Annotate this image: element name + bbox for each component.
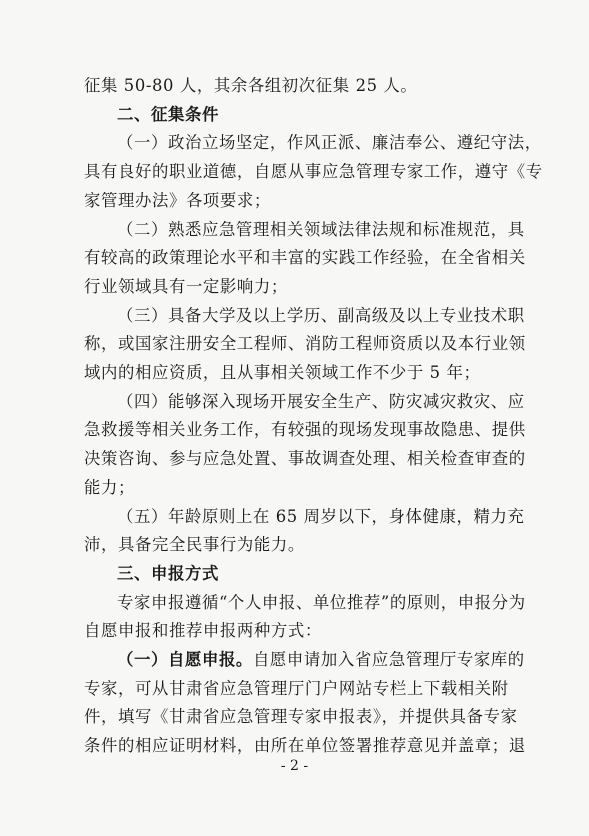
body-text-line: 有较高的政策理论水平和丰富的实践工作经验，在全省相关 <box>84 248 526 268</box>
section-heading: 三、申报方式 <box>117 563 219 583</box>
body-text-line: 征集 50-80 人，其余各组初次征集 25 人。 <box>84 76 418 95</box>
page-number: - 2 - <box>280 758 309 774</box>
body-text-line: 域内的相应资质，且从事相关领域工作不少于 5 年； <box>84 363 481 383</box>
body-text-line: 行业领域具有一定影响力； <box>84 276 288 296</box>
section-heading: 二、征集条件 <box>117 104 219 124</box>
body-text-line: （四）能够深入现场开展安全生产、防灾减灾救灾、应 <box>117 391 525 411</box>
body-text-line: 能力； <box>84 477 135 497</box>
body-text-line: （一）政治立场坚定，作风正派、廉洁奉公、遵纪守法， <box>117 133 542 153</box>
body-text-line: 家管理办法》各项要求； <box>84 190 271 210</box>
body-text-line: （五）年龄原则上在 65 周岁以下，身体健康，精力充 <box>117 506 525 526</box>
body-text-line <box>84 646 525 675</box>
body-text-line: 决策咨询、参与应急处置、事故调查处理、相关检查审查的 <box>84 449 526 469</box>
body-text-line: 具有良好的职业道德，自愿从事应急管理专家工作，遵守《专 <box>84 162 543 182</box>
body-text-line: 自愿申报和推荐申报两种方式： <box>84 621 322 641</box>
body-text-line: 称，或国家注册安全工程师、消防工程师资质以及本行业领 <box>84 334 526 354</box>
body-text-line: （二）熟悉应急管理相关领域法律法规和标准规范，具 <box>117 219 525 239</box>
subsection-label: （一）自愿申报。 <box>117 650 253 670</box>
body-text-line: 件，填写《甘肃省应急管理专家申报表》，并提供具备专家 <box>84 707 518 727</box>
body-text-line: 专家，可从甘肃省应急管理厅门户网站专栏上下载相关附 <box>84 678 509 698</box>
body-text-span: 自愿申请加入省应急管理厅专家库的 <box>252 650 525 670</box>
body-text-line: （三）具备大学及以上学历、副高级及以上专业技术职 <box>117 305 525 325</box>
body-text-line: 急救援等相关业务工作，有较强的现场发现事故隐患、提供 <box>84 420 526 440</box>
body-text-line: 专家申报遵循“个人申报、单位推荐”的原则，申报分为 <box>117 592 526 612</box>
body-text-line: 条件的相应证明材料，由所在单位签署推荐意见并盖章；退 <box>84 736 526 756</box>
body-text-line: 沛，具备完全民事行为能力。 <box>84 535 305 555</box>
